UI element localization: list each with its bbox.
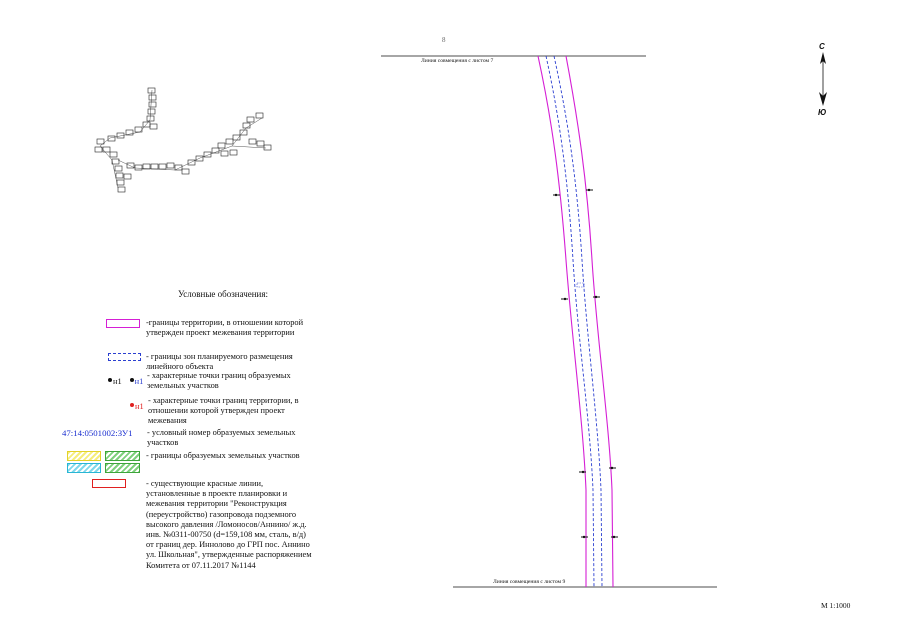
legend-territory-swatch [106,319,140,328]
legend-parcel-yellow-swatch [67,451,101,461]
legend-parcels-text: - границы образуемых земельных участков [146,451,300,460]
territory-point-label: н1 [135,402,144,411]
key-map [95,88,271,192]
legend-red-lines-text: - существующие красные линии, установленные в проекте планировки и межевания территории "Реконструкция (переустройство) газопровода подземного высокого давления /Ломоносов/Аннино/ ж.д. инв. №0311-00750 (d=159,108 мм, сталь, в/д) от границ дер. Иннолово до ГРП пос. Аннино ул. Школьная", утвержденные распоряжением Комитета от 07.11.2017 №1144 [146,479,312,570]
legend-zones-text: - границы зон планируемого размещения линейного объекта [146,352,293,372]
zone-marker [577,283,584,287]
legend-parcel-green-swatch [105,451,140,461]
legend-red-lines-swatch [92,479,126,488]
scale-label: М 1:1000 [821,601,851,610]
legend-parcel-green-swatch-2 [105,463,140,473]
north-arrow-icon [819,52,827,106]
page-number: 8 [442,36,446,44]
legend-cadastral-code: 47:14:0501002:ЗУ1 [62,428,133,438]
point-label-black: н1 [113,377,122,386]
territory-boundary-right [566,56,613,587]
legend-cadastral-text: - условный номер образуемых земельных участков [147,428,296,448]
legend-points-symbols [108,371,143,389]
legend-title: Условные обозначения: [178,289,269,299]
legend-parcel-cyan-swatch [67,463,101,473]
legend-territory-points-text: - характерные точки границ территории, в отношении которой утвержден проект межевания [148,396,299,426]
legend-points-text: - характерные точки границ образуемых земельных участков [147,371,291,391]
legend-zones-swatch [108,353,141,361]
match-line-bottom-label: Линия совмещения с листом 9 [493,579,566,585]
legend-territory-text: -границы территории, в отношении которой утвержден проект межевания территории [146,318,304,338]
point-label-blue: н1 [134,377,144,386]
legend-territory-points-symbol [130,396,144,414]
match-line-top-label: Линия совмещения с листом 7 [421,58,494,64]
compass-north-label: С [819,42,825,51]
compass-south-label: Ю [818,108,827,117]
